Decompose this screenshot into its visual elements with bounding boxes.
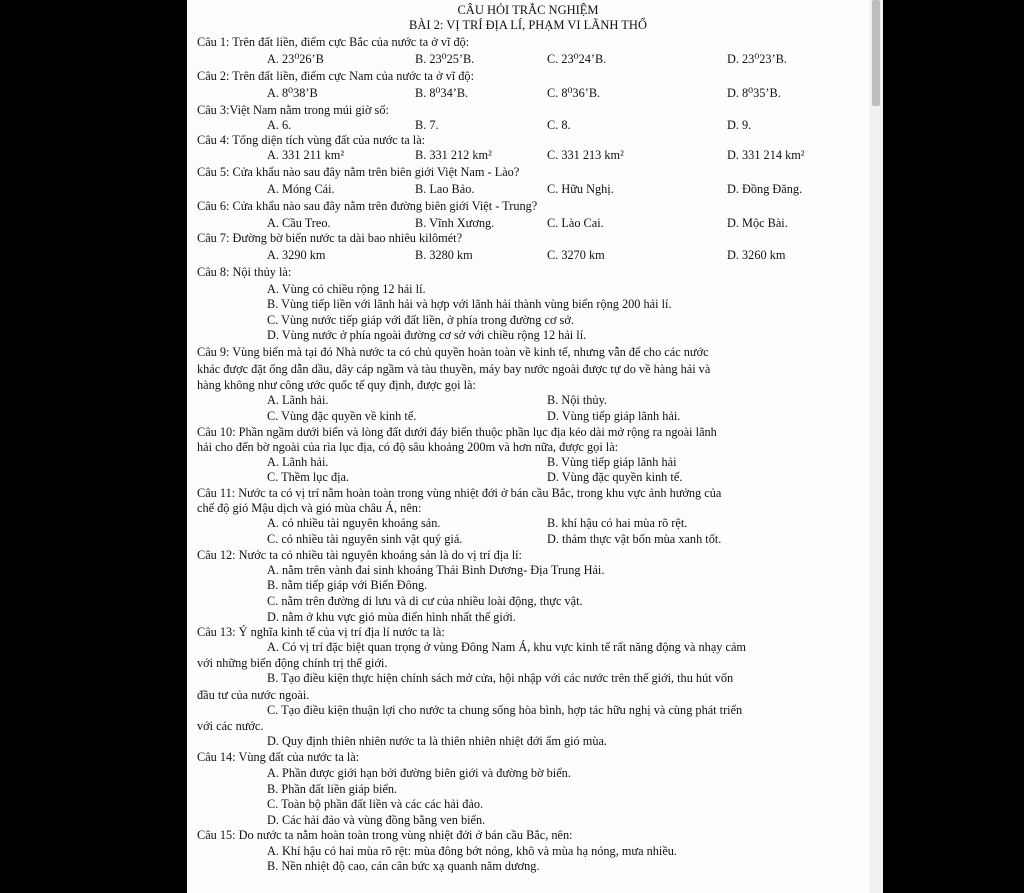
question-text: Câu 13: Ý nghĩa kinh tế của vị trí địa lí nước ta là:: [197, 625, 445, 639]
document-page: [187, 0, 869, 893]
question-text: Câu 12: Nước ta có nhiều tài nguyên khoáng sản là do vị trí địa lí:: [197, 548, 522, 562]
answer-option[interactable]: B. khí hậu có hai mùa rõ rệt.: [547, 516, 688, 530]
answer-option[interactable]: A. Phần được giới hạn bởi đường biên giới và đường bờ biển.: [267, 766, 571, 780]
answer-option[interactable]: A. Lãnh hải.: [267, 393, 329, 407]
answer-option[interactable]: B. Nội thủy.: [547, 393, 608, 407]
question-text: Câu 11: Nước ta có vị trí nằm hoàn toàn trong vùng nhiệt đới ở bán cầu Bắc, trong khu vực ảnh hưởng của: [197, 486, 722, 500]
option-row: [187, 859, 869, 874]
answer-option[interactable]: B. Vùng tiếp liền với lãnh hải và hợp với lãnh hải thành vùng biển rộng 200 hải lí.: [267, 297, 672, 311]
option-row: [187, 782, 869, 797]
option-row: [187, 409, 869, 424]
question-text: Câu 3:Việt Nam nằm trong múi giờ số:: [197, 103, 389, 117]
answer-option[interactable]: D. Các hải đảo và vùng đồng bằng ven biển.: [267, 813, 486, 827]
question-text: Câu 6: Cửa khẩu nào sau đây nằm trên đường biên giới Việt - Trung?: [197, 199, 538, 213]
answer-option[interactable]: C. 8⁰36’B.: [547, 86, 601, 100]
question-text-continued: đầu tư của nước ngoài.: [197, 688, 310, 702]
answer-option[interactable]: B. Phần đất liền giáp biển.: [267, 782, 398, 796]
answer-option[interactable]: D. Vùng nước ở phía ngoài đường cơ sở với chiều rộng 12 hải lí.: [267, 328, 587, 342]
question-text-continued: hàng không như công ước quốc tế quy định, được gọi là:: [197, 378, 476, 392]
lesson-subtitle: BÀI 2: VỊ TRÍ ĐỊA LÍ, PHẠM VI LÃNH THỔ: [409, 18, 647, 32]
answer-option[interactable]: A. Vùng có chiều rộng 12 hải lí.: [267, 282, 426, 296]
option-row: [187, 470, 869, 485]
answer-option[interactable]: B. 23⁰25’B.: [415, 52, 475, 66]
option-row: [187, 216, 869, 231]
option-row: [187, 844, 869, 859]
scrollbar-thumb[interactable]: [872, 0, 880, 106]
option-row: [187, 118, 869, 133]
answer-option[interactable]: D. Mộc Bài.: [727, 216, 788, 230]
question-text: Câu 15: Do nước ta nằm hoàn toàn trong vùng nhiệt đới ở bán cầu Bắc, nên:: [197, 828, 573, 842]
answer-option[interactable]: C. Vùng nước tiếp giáp với đất liền, ở phía trong đường cơ sở.: [267, 313, 574, 327]
answer-option[interactable]: A. Lãnh hải.: [267, 455, 329, 469]
answer-option[interactable]: D. 23⁰23’B.: [727, 52, 787, 66]
option-row: [187, 282, 869, 297]
question-text-continued: B. Tạo điều kiện thực hiện chính sách mở cửa, hội nhập với các nước trên thế giới, thu hút vốn: [267, 671, 734, 685]
document-title: CÂU HỎI TRẮC NGHIỆM: [457, 3, 599, 17]
option-row: [187, 297, 869, 312]
question-text: Câu 14: Vùng đất của nước ta là:: [197, 750, 360, 764]
option-row: [187, 313, 869, 328]
question-text-continued: với những biến động chính trị thế giới.: [197, 656, 388, 670]
option-row: [187, 610, 869, 625]
answer-option[interactable]: C. 3270 km: [547, 248, 605, 262]
answer-option[interactable]: C. nằm trên đường di lưu và di cư của nhiều loài động, thực vật.: [267, 594, 583, 608]
question-text-continued: A. Có vị trí đặc biệt quan trọng ở vùng Đông Nam Á, khu vực kinh tế rất năng động và nhạy cảm: [267, 640, 746, 654]
answer-option[interactable]: C. có nhiều tài nguyên sinh vật quý giá.: [267, 532, 463, 546]
question-text: Câu 8: Nội thủy là:: [197, 265, 292, 279]
question-text-continued: C. Tạo điều kiện thuận lợi cho nước ta chung sống hòa bình, hợp tác hữu nghị và cùng phát triển: [267, 703, 743, 717]
question-text-continued: D. Quy định thiên nhiên nước ta là thiên nhiên nhiệt đới ẩm gió mùa.: [267, 734, 608, 748]
question-text: Câu 10: Phần ngầm dưới biển và lòng đất dưới đáy biển thuộc phần lục địa kéo dài mở rộng ra ngoài lãnh: [197, 425, 717, 439]
option-row: [187, 52, 869, 67]
answer-option[interactable]: B. 8⁰34’B.: [415, 86, 469, 100]
option-row: [187, 182, 869, 197]
option-row: [187, 516, 869, 531]
question-text-continued: khác được đặt ống dẫn dầu, dây cáp ngầm và tàu thuyền, máy bay nước ngoài được tự do về hàng hải và: [197, 362, 711, 376]
answer-option[interactable]: D. thảm thực vật bốn mùa xanh tốt.: [547, 532, 722, 546]
question-text: Câu 9: Vùng biển mà tại đó Nhà nước ta có chủ quyền hoàn toàn về kinh tế, nhưng vẫn để cho các nước: [197, 345, 709, 359]
answer-option[interactable]: D. Vùng đặc quyền kinh tế.: [547, 470, 683, 484]
option-row: [187, 148, 869, 163]
question-text: Câu 1: Trên đất liền, điểm cực Bắc của nước ta ở vĩ độ:: [197, 35, 470, 49]
answer-option[interactable]: D. 331 214 km²: [727, 148, 805, 162]
answer-option[interactable]: C. Vùng đặc quyền về kinh tế.: [267, 409, 417, 423]
answer-option[interactable]: B. Lao Bảo.: [415, 182, 475, 196]
answer-option[interactable]: C. 331 213 km²: [547, 148, 624, 162]
question-text-continued: với các nước.: [197, 719, 264, 733]
vertical-scrollbar[interactable]: [869, 0, 883, 893]
answer-option[interactable]: C. Toàn bộ phần đất liền và các các hải đảo.: [267, 797, 484, 811]
question-text-continued: hải cho đến bờ ngoài của rìa lục địa, có độ sâu khoảng 200m và hơn nữa, được gọi là:: [197, 440, 619, 454]
option-row: [187, 248, 869, 263]
answer-option[interactable]: D. nằm ở khu vực gió mùa điển hình nhất thế giới.: [267, 610, 516, 624]
option-row: [187, 578, 869, 593]
option-row: [187, 594, 869, 609]
answer-option[interactable]: C. 23⁰24’B.: [547, 52, 607, 66]
answer-option[interactable]: C. Lào Cai.: [547, 216, 604, 230]
answer-option[interactable]: A. Cầu Treo.: [267, 216, 331, 230]
answer-option[interactable]: D. Đồng Đăng.: [727, 182, 803, 196]
answer-option[interactable]: B. Vùng tiếp giáp lãnh hải: [547, 455, 677, 469]
answer-option[interactable]: B. 3280 km: [415, 248, 473, 262]
answer-option[interactable]: A. có nhiều tài nguyên khoáng sản.: [267, 516, 441, 530]
answer-option[interactable]: B. 7.: [415, 118, 439, 132]
option-row: [187, 532, 869, 547]
question-text: Câu 4: Tổng diện tích vùng đất của nước ta là:: [197, 133, 426, 147]
answer-option[interactable]: A. 8⁰38’B: [267, 86, 318, 100]
question-text-continued: chế độ gió Mậu dịch và gió mùa châu Á, nên:: [197, 501, 422, 515]
answer-option[interactable]: B. Nền nhiệt độ cao, cán cân bức xạ quanh năm dương.: [267, 859, 540, 873]
option-row: [187, 455, 869, 470]
option-row: [187, 813, 869, 828]
option-row: [187, 797, 869, 812]
question-text: Câu 5: Cửa khẩu nào sau đây nằm trên biên giới Việt Nam - Lào?: [197, 165, 520, 179]
answer-option[interactable]: A. 3290 km: [267, 248, 326, 262]
answer-option[interactable]: D. Vùng tiếp giáp lãnh hải.: [547, 409, 681, 423]
option-row: [187, 393, 869, 408]
answer-option[interactable]: B. Vĩnh Xương.: [415, 216, 495, 230]
answer-option[interactable]: D. 9.: [727, 118, 752, 132]
question-text: Câu 7: Đường bờ biển nước ta dài bao nhiêu kilômét?: [197, 231, 463, 245]
answer-option[interactable]: A. Khí hậu có hai mùa rõ rệt: mùa đông bớt nóng, khô và mùa hạ nóng, mưa nhiều.: [267, 844, 678, 858]
answer-option[interactable]: C. Hữu Nghị.: [547, 182, 614, 196]
answer-option[interactable]: A. Móng Cái.: [267, 182, 335, 196]
question-text: Câu 2: Trên đất liền, điểm cực Nam của nước ta ở vĩ độ:: [197, 69, 474, 83]
answer-option[interactable]: A. 331 211 km²: [267, 148, 345, 162]
answer-option[interactable]: A. nằm trên vành đai sinh khoáng Thái Bình Dương- Địa Trung Hải.: [267, 563, 605, 577]
answer-option[interactable]: C. Thềm lục địa.: [267, 470, 350, 484]
option-row: [187, 328, 869, 343]
option-row: [187, 563, 869, 578]
answer-option[interactable]: B. nằm tiếp giáp với Biển Đông.: [267, 578, 428, 592]
answer-option[interactable]: A. 23⁰26’B: [267, 52, 324, 66]
answer-option[interactable]: D. 3260 km: [727, 248, 786, 262]
option-row: [187, 766, 869, 781]
answer-option[interactable]: A. 6.: [267, 118, 292, 132]
answer-option[interactable]: C. 8.: [547, 118, 571, 132]
answer-option[interactable]: B. 331 212 km²: [415, 148, 492, 162]
option-row: [187, 86, 869, 101]
answer-option[interactable]: D. 8⁰35’B.: [727, 86, 781, 100]
